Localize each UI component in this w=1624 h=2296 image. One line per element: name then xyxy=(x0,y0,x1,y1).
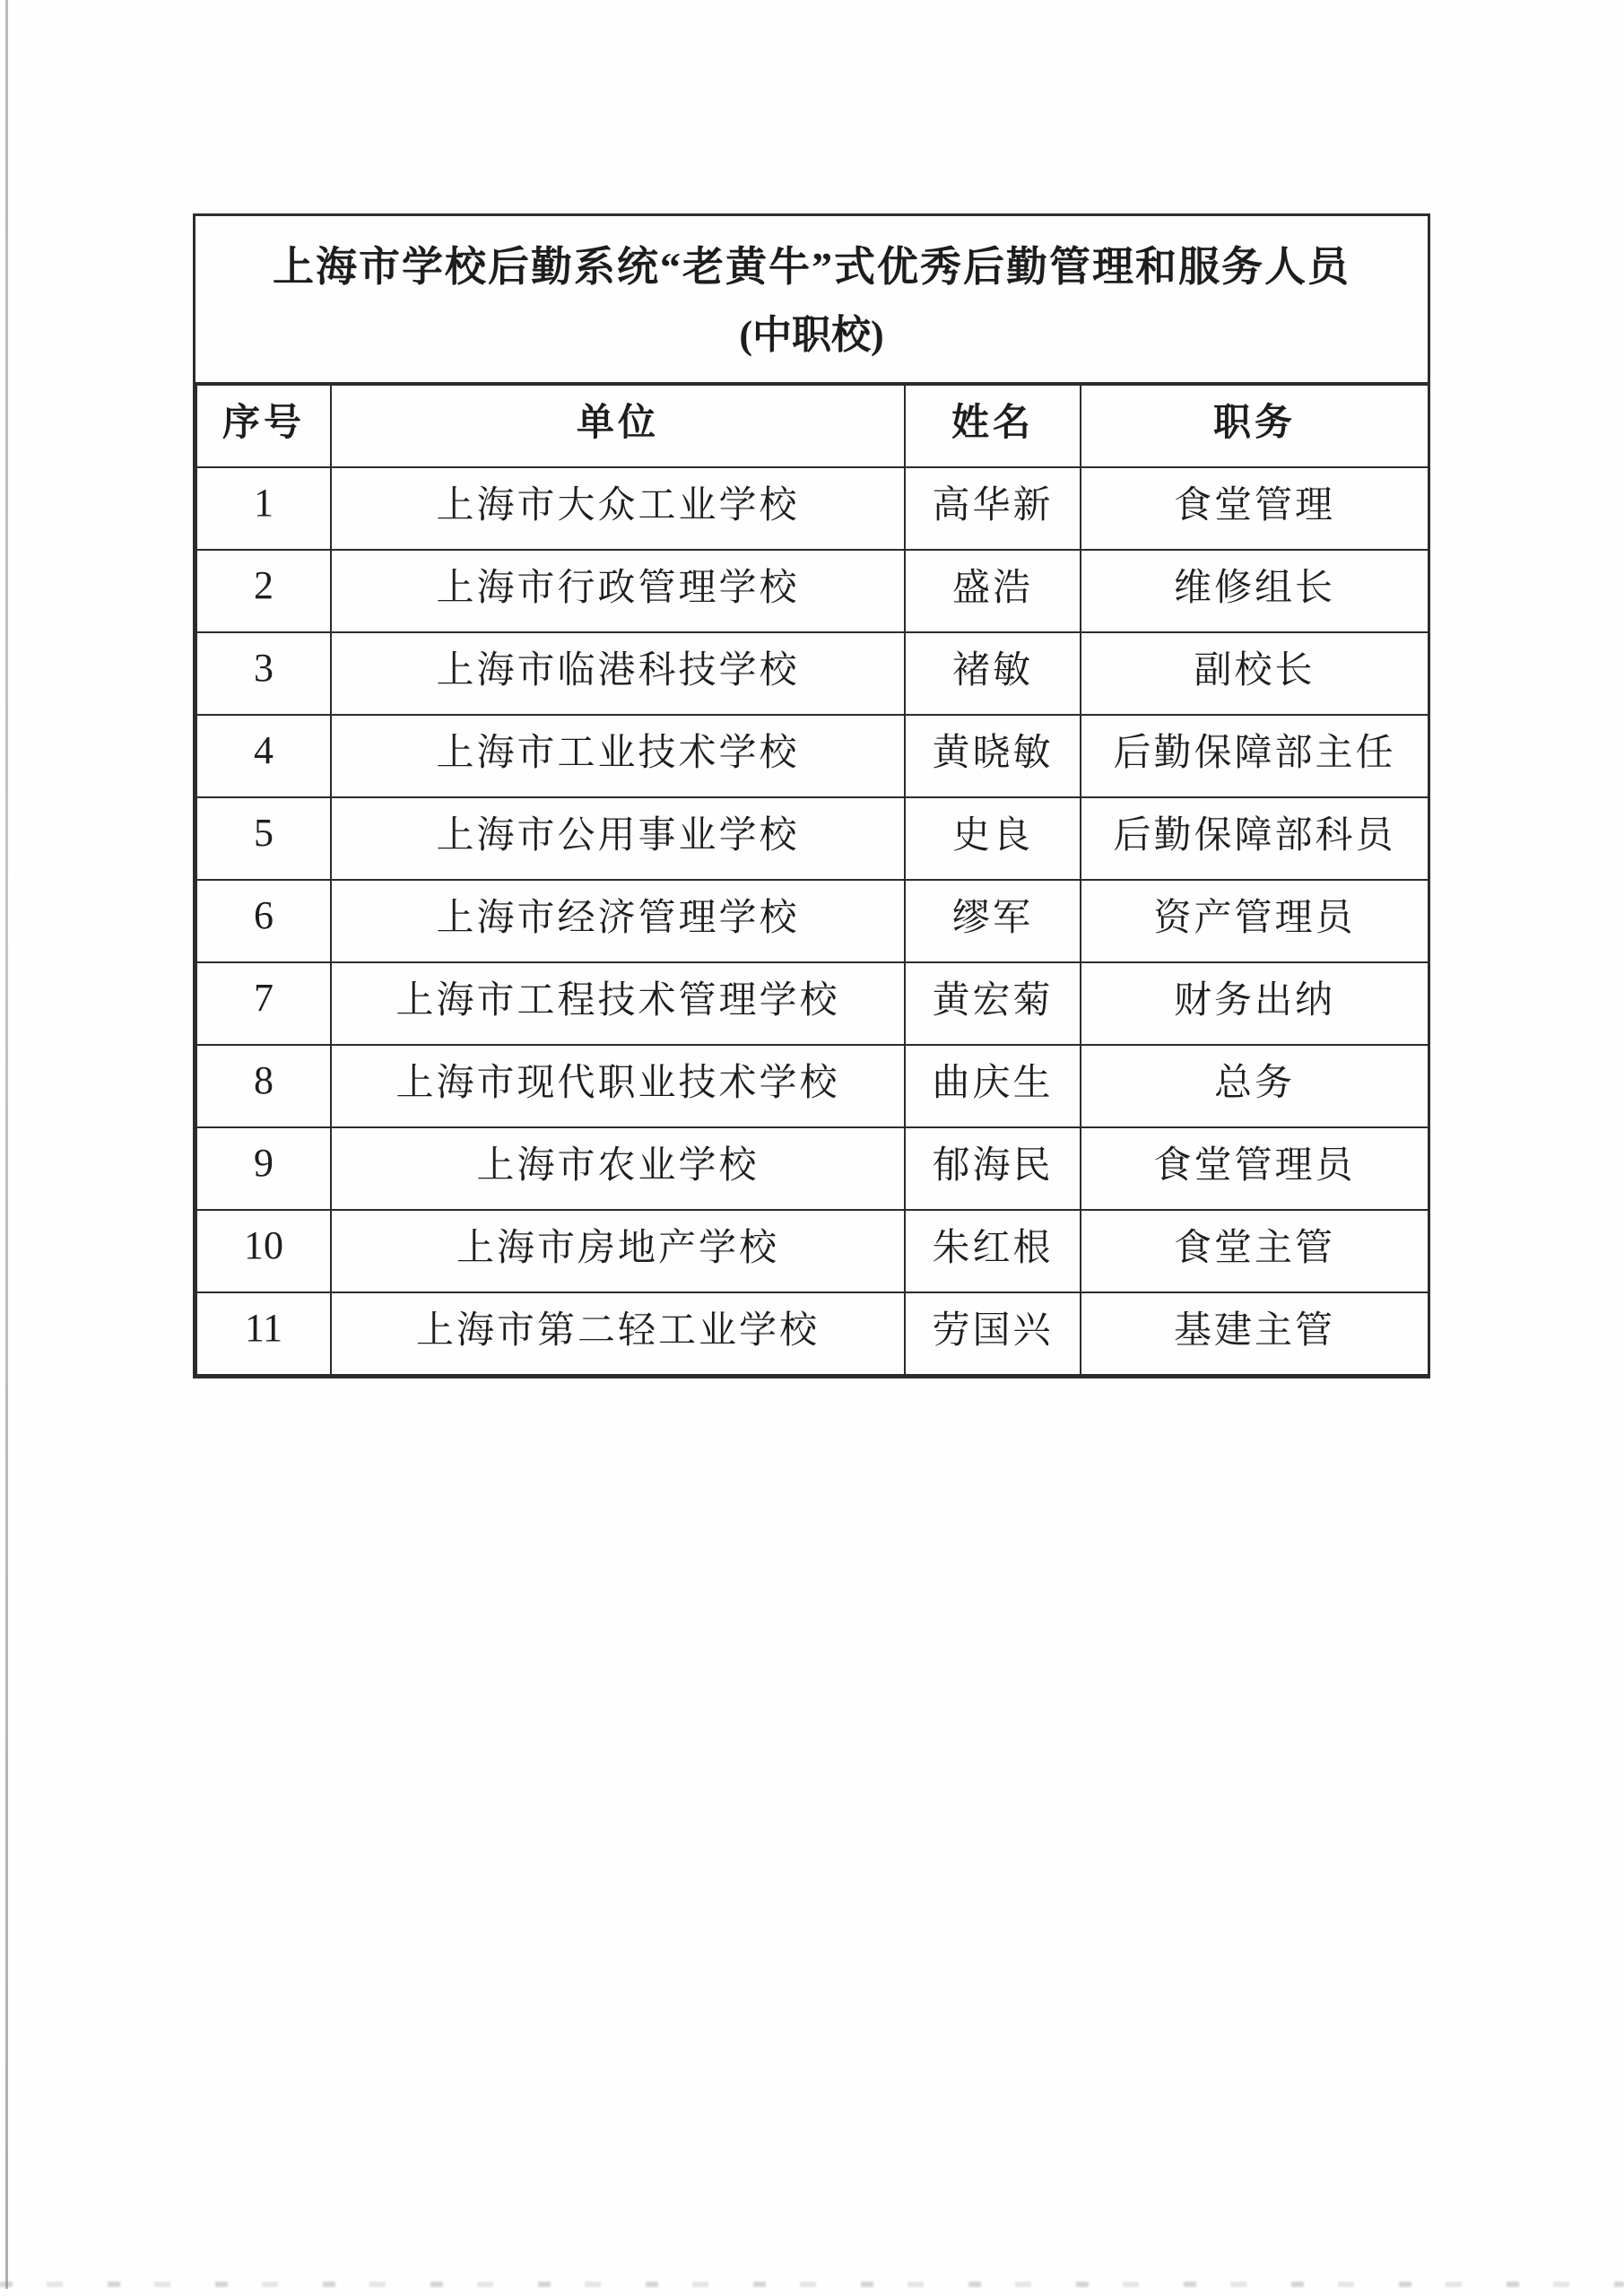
scan-noise-band xyxy=(0,2282,1624,2287)
position-cell: 后勤保障部科员 xyxy=(1081,797,1429,880)
row-number-cell: 7 xyxy=(196,962,331,1045)
table-row xyxy=(196,880,1429,962)
table-row xyxy=(196,962,1429,1045)
position-cell: 总务 xyxy=(1081,1045,1429,1127)
column-header-0: 序号 xyxy=(196,385,331,467)
row-number-cell: 3 xyxy=(196,632,331,715)
row-number-cell: 4 xyxy=(196,715,331,797)
award-table xyxy=(193,213,1430,1378)
name-cell: 郁海民 xyxy=(905,1127,1081,1210)
row-number-cell: 5 xyxy=(196,797,331,880)
column-header-2: 姓名 xyxy=(905,385,1081,467)
table-row xyxy=(196,1127,1429,1210)
name-cell: 缪军 xyxy=(905,880,1081,962)
position-cell: 食堂主管 xyxy=(1081,1210,1429,1292)
name-cell: 褚敏 xyxy=(905,632,1081,715)
unit-cell: 上海市工业技术学校 xyxy=(331,715,905,797)
table-row xyxy=(196,550,1429,632)
unit-cell: 上海市第二轻工业学校 xyxy=(331,1292,905,1375)
unit-cell: 上海市工程技术管理学校 xyxy=(331,962,905,1045)
unit-cell: 上海市大众工业学校 xyxy=(331,467,905,550)
table-body xyxy=(196,467,1429,1375)
name-cell: 朱红根 xyxy=(905,1210,1081,1292)
position-cell: 食堂管理员 xyxy=(1081,1127,1429,1210)
roster-table xyxy=(195,384,1429,1376)
table-row xyxy=(196,467,1429,550)
position-cell: 基建主管 xyxy=(1081,1292,1429,1375)
table-title: 上海市学校后勤系统“老黄牛”式优秀后勤管理和服务人员 xyxy=(273,244,1350,290)
unit-cell: 上海市农业学校 xyxy=(331,1127,905,1210)
row-number-cell: 6 xyxy=(196,880,331,962)
column-header-1: 单位 xyxy=(331,385,905,467)
unit-cell: 上海市经济管理学校 xyxy=(331,880,905,962)
table-row xyxy=(196,1210,1429,1292)
row-number-cell: 1 xyxy=(196,467,331,550)
table-title-block xyxy=(195,216,1428,384)
table-row xyxy=(196,1045,1429,1127)
unit-cell: 上海市公用事业学校 xyxy=(331,797,905,880)
row-number-cell: 10 xyxy=(196,1210,331,1292)
column-header-3: 职务 xyxy=(1081,385,1429,467)
name-cell: 黄宏菊 xyxy=(905,962,1081,1045)
row-number-cell: 2 xyxy=(196,550,331,632)
name-cell: 盛浩 xyxy=(905,550,1081,632)
table-subtitle: (中职校) xyxy=(739,313,884,357)
name-cell: 劳国兴 xyxy=(905,1292,1081,1375)
name-cell: 曲庆生 xyxy=(905,1045,1081,1127)
unit-cell: 上海市现代职业技术学校 xyxy=(331,1045,905,1127)
row-number-cell: 9 xyxy=(196,1127,331,1210)
table-row xyxy=(196,797,1429,880)
position-cell: 维修组长 xyxy=(1081,550,1429,632)
header-row xyxy=(196,385,1429,467)
unit-cell: 上海市房地产学校 xyxy=(331,1210,905,1292)
row-number-cell: 8 xyxy=(196,1045,331,1127)
name-cell: 黄晓敏 xyxy=(905,715,1081,797)
unit-cell: 上海市临港科技学校 xyxy=(331,632,905,715)
position-cell: 财务出纳 xyxy=(1081,962,1429,1045)
scan-edge-line xyxy=(5,0,8,2289)
table-row xyxy=(196,715,1429,797)
row-number-cell: 11 xyxy=(196,1292,331,1375)
position-cell: 后勤保障部主任 xyxy=(1081,715,1429,797)
position-cell: 资产管理员 xyxy=(1081,880,1429,962)
unit-cell: 上海市行政管理学校 xyxy=(331,550,905,632)
name-cell: 史良 xyxy=(905,797,1081,880)
table-row xyxy=(196,1292,1429,1375)
table-row xyxy=(196,632,1429,715)
name-cell: 高华新 xyxy=(905,467,1081,550)
position-cell: 副校长 xyxy=(1081,632,1429,715)
position-cell: 食堂管理 xyxy=(1081,467,1429,550)
